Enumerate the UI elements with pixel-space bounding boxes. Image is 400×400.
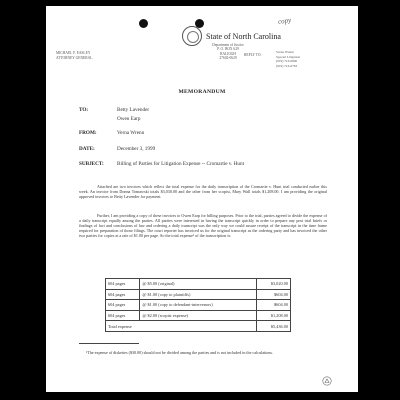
- subject-label: SUBJECT:: [79, 161, 104, 167]
- pages-cell: 604 pages: [106, 310, 140, 321]
- rate-cell: @ $5.00 (original): [140, 279, 256, 290]
- handwritten-copy-note: copy: [277, 16, 292, 26]
- body-paragraph-1: Attached are two invoices which reflect the total expense for the daily transcription of the Cromartie v. Hunt trial conducted earlier this week. An invoice from Donna Tomawski totals $3,030.00 and the other from her scopist, Mary Wall totals $1,208.00. I am providing the original approved invoices to Betty Lavender for payment.: [79, 184, 327, 200]
- memo-title: MEMORANDUM: [178, 89, 226, 95]
- punch-hole-left: [139, 19, 148, 28]
- footnote: ¹The expense of diskettes ($30.00) should not be divided among the parties and is not included in the calculations.: [86, 350, 273, 355]
- memo-page: [46, 6, 358, 392]
- amount-cell: $1,208.00: [256, 310, 290, 321]
- table-row: [106, 310, 291, 321]
- pages-cell: 604 pages: [106, 289, 140, 300]
- total-amount: $5,436.00: [256, 321, 290, 332]
- footnote-divider: [79, 343, 139, 344]
- to-recipient-1: Betty Lavender: [117, 107, 150, 113]
- table-row: [106, 300, 291, 311]
- date-value: December 3, 1999: [117, 146, 156, 152]
- date-label: DATE:: [79, 146, 95, 152]
- letterhead-department: Department of Justice P. O. BOX 629 RALEIGH 27602-0629: [212, 43, 244, 61]
- recycle-icon: [322, 376, 332, 386]
- letterhead-state: State of North Carolina: [206, 32, 281, 41]
- table-row: [106, 279, 291, 290]
- from-label: FROM:: [79, 130, 97, 136]
- pages-cell: 604 pages: [106, 300, 140, 311]
- reply-to-block: Verna Wrenn Special Litigation (919) 716-6900 (919) 716-6763: [276, 50, 301, 68]
- reply-to-label: REPLY TO:: [244, 53, 262, 57]
- pages-cell: 604 pages: [106, 279, 140, 290]
- letterhead-official: MICHAEL F. EASLEY ATTORNEY GENERAL: [56, 51, 93, 60]
- rate-cell: @ $2.00 (scopist expense): [140, 310, 256, 321]
- rate-cell: @ $1.00 (copy to defendant-intervenors): [140, 300, 256, 311]
- total-row: [106, 321, 291, 332]
- to-label: TO:: [79, 107, 89, 113]
- state-seal-icon: [182, 26, 202, 46]
- body-paragraph-2: Further, I am providing a copy of these invoices to Owen Earp for billing purposes. Prior to the trial, parties agreed to divide the expense of a daily transcript equally among the parties. All parties were interested in having the transcript quickly in order to prepare any post trial briefs or findings of fact and conclusions of law and ordering a daily transcript was the only way we could assure receipt of the transcript in the time frame required for preparation of those filings. The court reporter has invoiced us for the original transcript as the ordering party and has invoiced the other two parties for copies at a rate of $1.00 per page. So the total expense¹ of the transcription is:: [79, 213, 327, 239]
- to-recipient-2: Owen Earp: [117, 116, 141, 122]
- rate-cell: @ $1.00 (copy to plaintiffs): [140, 289, 256, 300]
- table-row: [106, 289, 291, 300]
- from-value: Verna Wrenn: [117, 130, 145, 136]
- total-label: Total expense: [106, 321, 257, 332]
- expense-table: [105, 278, 291, 332]
- subject-value: Billing of Parties for Litigation Expense -- Cromartie v. Hunt: [117, 161, 245, 167]
- amount-cell: $3,020.00: [256, 279, 290, 290]
- amount-cell: $604.00: [256, 289, 290, 300]
- amount-cell: $604.00: [256, 300, 290, 311]
